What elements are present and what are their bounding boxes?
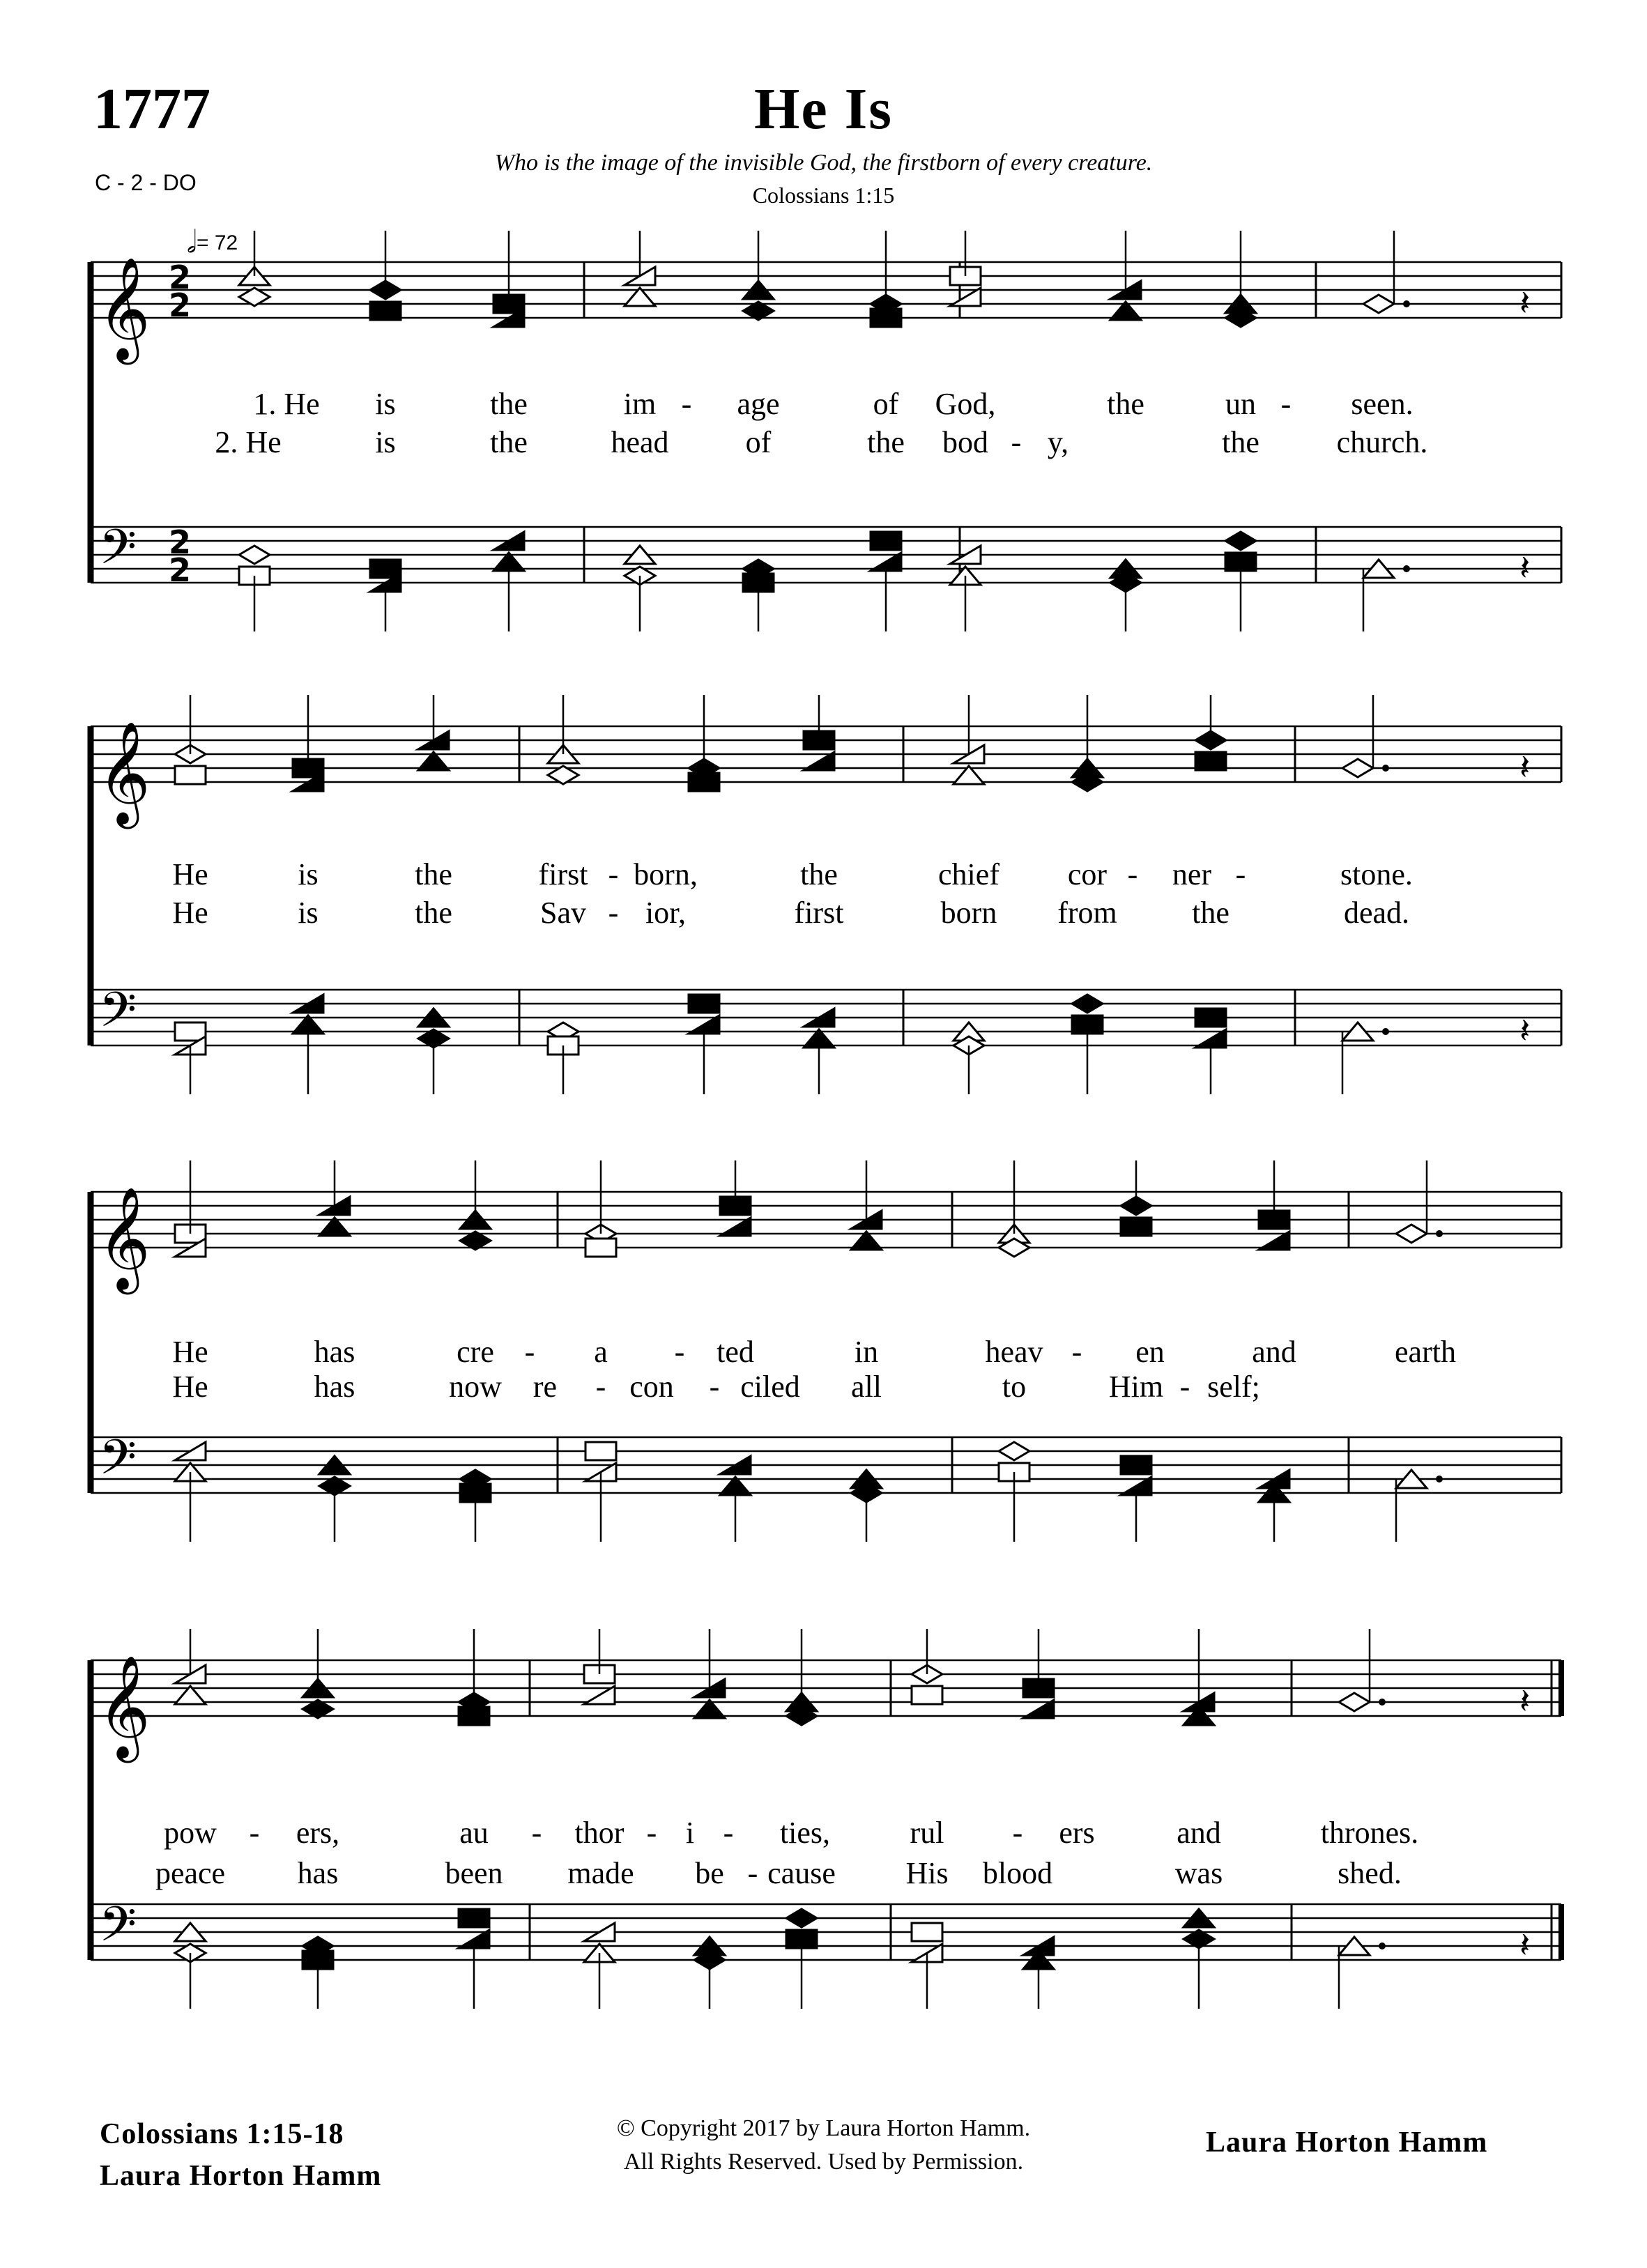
key-label: C - 2 - DO [95, 170, 197, 195]
chord [912, 1629, 942, 1704]
chord [584, 1923, 615, 2009]
chord [493, 231, 524, 327]
half-note-icon: 𝅗𝅥 [187, 224, 197, 260]
note-head [370, 302, 401, 320]
lyric-syllable: a [594, 1335, 608, 1369]
time-signature-numerator: 2 [169, 523, 192, 561]
lyric-syllable: of [745, 425, 772, 459]
lyric-syllable: blood [982, 1856, 1053, 1890]
lyric-syllable: cause [767, 1856, 836, 1890]
bass-clef-icon: 𝄢 [99, 1896, 137, 1964]
lyric-syllable: God, [935, 387, 996, 421]
chord [689, 995, 719, 1094]
lyric-syllable: - [608, 896, 619, 930]
chord [999, 1442, 1029, 1542]
chord [175, 1022, 206, 1094]
system-3 [91, 1160, 1561, 1542]
lyric-syllable: be [695, 1856, 724, 1890]
lyric-syllable: - [1071, 1335, 1082, 1369]
quarter-rest-icon: 𝄽 [1519, 747, 1531, 788]
lyric-syllable: - [1011, 425, 1022, 459]
chord [302, 1937, 333, 2009]
bass-clef-icon: 𝄢 [99, 1429, 137, 1497]
bass-staff [91, 519, 1561, 589]
lyric-syllable: dead. [1343, 896, 1410, 930]
chord [1195, 695, 1226, 770]
chord [548, 1022, 579, 1094]
lyric-syllable: - [1235, 857, 1246, 891]
chord [293, 995, 323, 1094]
lyric-syllable: cre [457, 1335, 494, 1369]
chord [950, 231, 981, 306]
lyric-syllable: from [1057, 896, 1117, 930]
lyric-syllable: born, [634, 857, 698, 891]
lyric-syllable: is [298, 896, 319, 930]
chord [912, 1923, 942, 2009]
chord [459, 1909, 489, 2009]
note-head [1072, 995, 1103, 1013]
scripture-reference: Colossians 1:15 [752, 183, 895, 208]
chord [1110, 560, 1141, 631]
tempo-value: = 72 [197, 231, 238, 254]
chord [1195, 1009, 1226, 1094]
hymn-title: He Is [754, 77, 893, 141]
note-head [370, 560, 401, 578]
lyric-syllable: is [375, 425, 396, 459]
chord [871, 231, 901, 327]
lyric-syllable: - [608, 857, 619, 891]
lyric-syllable: un [1225, 387, 1256, 421]
note-head [585, 1239, 616, 1257]
augmentation-dot [1436, 1476, 1443, 1482]
lyric-syllable: chief [938, 857, 999, 891]
lyric-syllable: 1. He [253, 387, 320, 421]
lyric-syllable: ciled [740, 1370, 800, 1404]
chord [953, 1022, 984, 1094]
chord [418, 695, 449, 770]
augmentation-dot [1379, 1943, 1386, 1949]
note-head [175, 766, 206, 784]
lyric-syllable: shed. [1338, 1856, 1402, 1890]
chord [584, 1629, 615, 1704]
lyric-syllable: cor [1067, 857, 1108, 891]
lyric-syllable: peace [155, 1856, 226, 1890]
treble-clef-icon: 𝄞 [98, 721, 151, 825]
lyric-syllable: the [415, 857, 452, 891]
lyric-syllable: the [490, 387, 528, 421]
chord [786, 1909, 817, 2009]
chord [319, 1456, 350, 1542]
quarter-rest-icon: 𝄽 [1519, 1011, 1531, 1051]
chord [585, 1442, 616, 1542]
chord [694, 1937, 725, 2009]
lyric-syllable: - [646, 1816, 657, 1850]
treble-clef-icon: 𝄞 [98, 1186, 151, 1290]
lyric-syllable: His [905, 1856, 949, 1890]
lyric-syllable: au [459, 1816, 489, 1850]
footer-words-author: Laura Horton Hamm [100, 2160, 382, 2192]
lyric-syllable: - [747, 1856, 758, 1890]
lyric-syllable: the [867, 425, 905, 459]
footer-scripture: Colossians 1:15-18 [100, 2118, 344, 2150]
lyric-syllable: church. [1336, 425, 1428, 459]
lyric-syllable: earth [1395, 1335, 1456, 1369]
lyric-syllable: in [854, 1335, 879, 1369]
lyric-syllable: now [449, 1370, 502, 1404]
chord [743, 560, 774, 631]
note-head [871, 532, 901, 550]
lyric-syllable: - [1280, 387, 1292, 421]
lyric-syllable: pow [164, 1816, 217, 1850]
time-signature-denominator: 2 [169, 551, 192, 589]
note-head [459, 1707, 489, 1725]
lyric-syllable: the [1107, 387, 1144, 421]
quarter-rest-icon: 𝄽 [1519, 548, 1531, 588]
lyric-syllable: is [298, 857, 319, 891]
chord [459, 1629, 489, 1725]
note-head [1339, 1693, 1370, 1711]
lyric-syllable: was [1174, 1856, 1223, 1890]
chord [493, 532, 524, 631]
chord [1225, 532, 1256, 631]
bass-clef-icon: 𝄢 [99, 981, 137, 1050]
chord [804, 695, 834, 770]
lyric-syllable: - [1127, 857, 1138, 891]
note-head [459, 1909, 489, 1927]
note-head [689, 773, 719, 791]
lyric-syllable: stone. [1340, 857, 1413, 891]
lyric-syllable: ers [1059, 1816, 1095, 1850]
note-head [912, 1923, 942, 1941]
note-head [175, 1022, 206, 1041]
lyric-syllable: been [445, 1856, 503, 1890]
note-head [1225, 532, 1256, 550]
lyric-syllable: seen. [1351, 387, 1414, 421]
lyric-syllable: has [314, 1335, 355, 1369]
chord [1183, 1629, 1214, 1725]
lyric-syllable: rul [910, 1816, 944, 1850]
note-head [689, 995, 719, 1013]
note-head [1121, 1456, 1151, 1474]
chord [689, 695, 719, 791]
chord [950, 546, 981, 631]
note-head [1195, 1009, 1226, 1027]
lyric-syllable: - [595, 1370, 606, 1404]
lyric-syllable: Him [1108, 1370, 1164, 1404]
lyric-syllable: en [1135, 1335, 1165, 1369]
lyric-syllable: con [629, 1370, 674, 1404]
lyric-syllable: - [709, 1370, 720, 1404]
lyric-syllable: i [685, 1816, 695, 1850]
augmentation-dot [1403, 300, 1410, 307]
chord [585, 1160, 616, 1257]
lyric-syllable: - [524, 1335, 535, 1369]
treble-clef-icon: 𝄞 [98, 1655, 151, 1759]
chord [1072, 695, 1103, 791]
chord [418, 1009, 449, 1094]
lyric-syllable: Sav [540, 896, 586, 930]
augmentation-dot [1379, 1699, 1386, 1706]
quarter-rest-icon: 𝄽 [1519, 1681, 1531, 1722]
chord [625, 231, 655, 306]
chord [370, 560, 401, 631]
chord [851, 1470, 882, 1542]
note-head [871, 309, 901, 327]
time-signature-denominator: 2 [169, 286, 192, 324]
chord [720, 1456, 751, 1542]
epigraph: Who is the image of the invisible God, the firstborn of every creature. [494, 150, 1153, 176]
note-head [1363, 295, 1394, 313]
chord [293, 695, 323, 791]
lyric-syllable: age [737, 387, 780, 421]
chord [804, 1009, 834, 1094]
chord [1121, 1160, 1151, 1236]
permission-line: All Rights Reserved. Used by Permission. [623, 2149, 1024, 2175]
lyric-syllable: He [172, 1370, 208, 1404]
lyric-syllable: He [172, 896, 208, 930]
lyric-syllable: the [1222, 425, 1259, 459]
time-signature-numerator: 2 [169, 259, 192, 296]
lyric-syllable: the [800, 857, 838, 891]
chord [871, 532, 901, 631]
lyric-syllable: - [1179, 1370, 1190, 1404]
lyric-syllable: the [490, 425, 528, 459]
chord [625, 546, 655, 631]
lyric-syllable: ted [717, 1335, 754, 1369]
lyric-syllable: head [611, 425, 669, 459]
note-head [912, 1686, 942, 1704]
lyric-syllable: - [681, 387, 692, 421]
note-head [786, 1909, 817, 1927]
quarter-rest-icon: 𝄽 [1519, 1925, 1531, 1966]
note-head [585, 1442, 616, 1460]
lyric-syllable: - [531, 1816, 542, 1850]
bass-staff [91, 1429, 1561, 1497]
lyric-syllable: im [623, 387, 657, 421]
lyric-syllable: re [533, 1370, 558, 1404]
lyric-syllable: is [375, 387, 396, 421]
lyric-syllable: thrones. [1320, 1816, 1419, 1850]
note-head [1121, 1218, 1151, 1236]
augmentation-dot [1382, 1028, 1389, 1035]
chord [720, 1160, 751, 1236]
note-head [1342, 759, 1373, 777]
note-head [239, 546, 270, 564]
chord [999, 1160, 1029, 1257]
lyric-syllable: to [1002, 1370, 1027, 1404]
lyric-syllable: self; [1207, 1370, 1260, 1404]
lyric-syllable: ior, [645, 896, 687, 930]
augmentation-dot [1436, 1230, 1443, 1237]
lyric-syllable: has [297, 1856, 339, 1890]
lyric-syllable: - [723, 1816, 734, 1850]
lyric-syllable: first [794, 896, 844, 930]
treble-staff [91, 1186, 1561, 1294]
lyric-syllable: and [1252, 1335, 1296, 1369]
lyric-syllable: heav [985, 1335, 1043, 1369]
chord [1183, 1909, 1214, 2009]
quarter-rest-icon: 𝄽 [1519, 283, 1531, 323]
footer-music-author: Laura Horton Hamm [1206, 2127, 1488, 2159]
lyric-syllable: made [567, 1856, 634, 1890]
chord [786, 1629, 817, 1725]
lyric-syllable: has [314, 1370, 355, 1404]
treble-staff [91, 256, 1561, 365]
chord [319, 1160, 350, 1236]
lyric-syllable: - [249, 1816, 260, 1850]
lyric-syllable: the [415, 896, 452, 930]
chord [1259, 1470, 1289, 1542]
lyric-syllable: 2. He [215, 425, 282, 459]
augmentation-dot [1382, 765, 1389, 772]
chord [175, 1442, 206, 1542]
bass-clef-icon: 𝄢 [99, 519, 137, 587]
copyright-line: © Copyright 2017 by Laura Horton Hamm. [616, 2115, 1031, 2141]
chord [460, 1470, 491, 1542]
lyric-syllable: y, [1047, 425, 1069, 459]
chord [175, 1629, 206, 1704]
chord [1023, 1937, 1054, 2009]
chord [239, 546, 270, 631]
lyric-syllable: ties, [779, 1816, 831, 1850]
lyric-syllable: - [674, 1335, 685, 1369]
lyric-syllable: born [940, 896, 997, 930]
chord [239, 231, 270, 306]
lyric-syllable: first [538, 857, 588, 891]
lyric-syllable: ers, [296, 1816, 340, 1850]
lyric-syllable: of [873, 387, 899, 421]
lyric-syllable: thor [574, 1816, 625, 1850]
hymn-number: 1777 [93, 77, 210, 141]
lyric-syllable: - [1012, 1816, 1023, 1850]
chord [1225, 231, 1256, 327]
treble-clef-icon: 𝄞 [98, 256, 151, 360]
lyric-syllable: bod [942, 425, 988, 459]
lyric-syllable: ner [1172, 857, 1212, 891]
chord [1121, 1456, 1151, 1542]
lyric-syllable: all [851, 1370, 882, 1404]
augmentation-dot [1403, 565, 1410, 572]
chord [175, 1160, 206, 1257]
chord [175, 1923, 206, 2009]
note-head [1396, 1225, 1427, 1243]
note-head [999, 1442, 1029, 1460]
note-head [1195, 752, 1226, 770]
lyric-syllable: He [172, 1335, 208, 1369]
lyric-syllable: the [1192, 896, 1229, 930]
chord [1072, 995, 1103, 1094]
lyric-syllable: He [172, 857, 208, 891]
lyric-syllable: and [1177, 1816, 1221, 1850]
